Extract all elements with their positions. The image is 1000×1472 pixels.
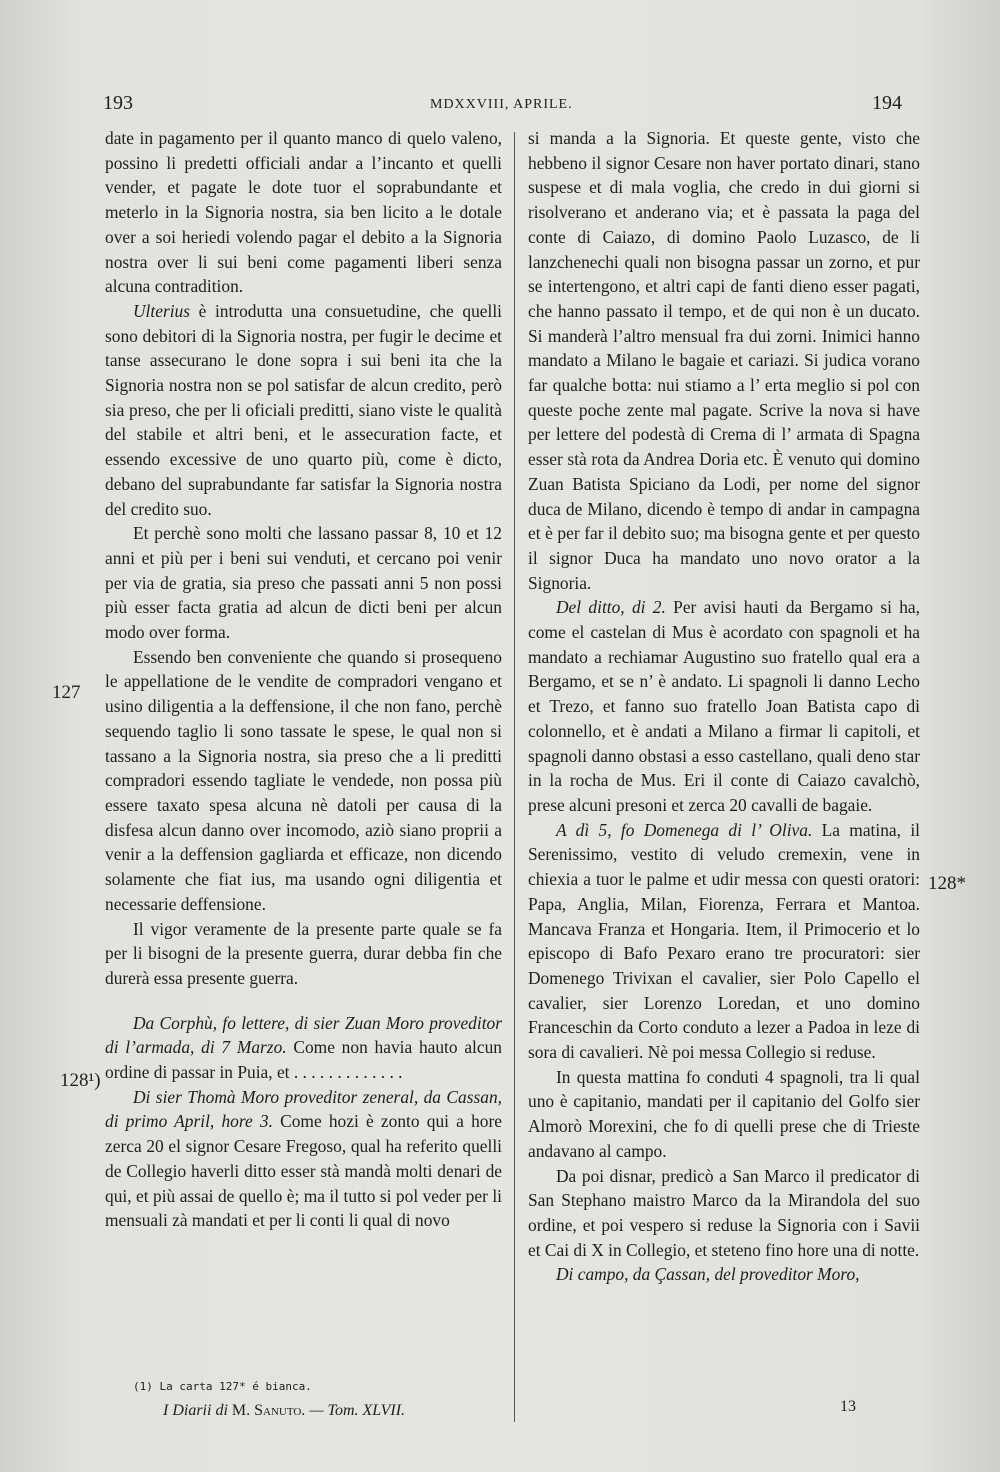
paragraph-lead: A dì 5, fo Domenega di l’ Oliva. [556,819,813,840]
footer-volume: — Tom. XLVII. [309,1402,406,1419]
paragraph [528,126,920,595]
paragraph [528,818,920,1065]
footnote: (1) La carta 127* é bianca. [133,1380,312,1393]
paragraph-text: Da poi disnar, predicò a San Marco il predicator di San Stephano maistro Marco da la Mirandola del suo ordine, et poi vespero si reduse la Signoria con i Savii et Cai di X in Collegio, et steteno fino hore una di notte. [528,1165,920,1260]
paragraph [105,1011,502,1085]
paragraph [105,521,502,645]
paragraph-text: Come hozi è zonto qui a hore zerca 20 el signor Cesare Fregoso, qual ha referito quelli de Collegio haverli ditto esser stà mandà molti denari de qui, et più assai de quello è; ma il tutto si pol veder per li mensuali zà mandati et per li conti li qual di novo [105,1111,502,1231]
paragraph-lead: Di campo, da Çassan, del proveditor Moro, [556,1264,860,1285]
margin-number-127: 127 [52,682,81,703]
paragraph-lead: Del ditto, di 2. [556,597,666,618]
margin-number-128a: 128¹) [60,1070,101,1091]
left-column [105,126,502,1233]
footer [163,1402,405,1420]
paragraph-lead: Da Corphù, fo lettere, di sier Zuan Moro proveditor di l’armada, di 7 Marzo. [105,1012,502,1058]
margin-number-128b: 128* [928,873,966,894]
paragraph-text: In questa mattina fo conduti 4 spagnoli, tra li qual uno è capitanio, mandati per il capitanio del Golfo sier Almorò Morexini, che fo di quelli prese che di Trieste andavano al campo. [528,1066,920,1161]
paragraph-text: Per avisi hauti da Bergamo si ha, come el castelan di Mus è acordato con spagnoli et ha mandato a rechiamar Augustino suo fratello qual era a Bergamo, et se n’ è andato. Li spagnoli li danno Lecho et Trezo, et fanno suo fratello Joan Batista capo di colonnello, et è andati a Milano a firmar li capitoli, et spagnoli danno obstasi a esso castellano, quali deno star in la rocha de Mus. Eri il conte di Caiazo cavalchò, prese alcuni presoni et zerca 20 cavalli de bagaie. [528,597,920,815]
paragraph [528,595,920,817]
paragraph [105,126,502,299]
column-rule [514,132,515,1422]
paragraph-text: La matina, il Serenissimo, vestito di veludo cremexin, vene in chiexia a tuor le palme et udir messa con questi oratori: Papa, Anglia, Milan, Fiorenza, Ferrara et Mantoa. Mancava Franza et Hongaria. Item, il Primocerio et lo episcopo di Bafo Pexaro erano tre procuratori: sier Domenego Trivixan el cavalier, sier Polo Capello el cavalier, sier Lorenzo Loredan, et uno domino Franceschin da Corto conduto a lezer a Padoa in leze di sora di cavalieri. Nè poi messa Collegio si reduse. [528,819,920,1063]
paragraph-text: è introdutta una consuetudine, che quelli sono debitori di la Signoria nostra, per fugir le decime et tanse assecurano le done sopra i sui beni ita che la Signoria nostra non se pol satisfar de alcun credito, però sia preso, che per li oficiali preditti, siano viste le qualità del stabile et altri beni, et le assecuration facte, et essendo excessive de uno quarto più, come è dicto, debano del suprabundante far satisfar la Signoria nostra del credito suo. [105,300,502,519]
paragraph-text: Essendo ben conveniente che quando si prosequeno le appellatione de le vendite de compradori vengano et usino diligentia a la deffensione, il che non fano, perchè sequendo taglio li sono tassate le spese, le qual non si tassano a la Signoria nostra, sia preso che a li preditti compradori essendo tagliate le vendede, non possa più essere taxato spesa alcuna nè datoli per causa di la disfesa alcun danno over incomodo, aziò siano proprii a venir a la deffension gagliarda et efficaze, non dicendo solamente che fiat ius, ma usando ogni diligentia et necessarie deffensione. [105,646,502,914]
paragraph-text: date in pagamento per il quanto manco di quelo valeno, possino li predetti officiali andar a l’incanto et quelli vender, et pagate le dote tuor el soprabundante et meterlo in la Signoria nostra, sia ben licito a le dotale over a soi heriedi volendo pagar el debito a la Signoria nostra over li sui beni come pagamenti liberi senza alcuna contradition. [105,128,502,297]
right-column [528,126,920,1287]
paragraph-gap [105,991,502,1011]
left-page-number: 193 [103,92,133,114]
footer-prefix: I Diarii di [163,1402,228,1419]
paragraph-text: Et perchè sono molti che lassano passar 8, 10 et 12 anni et più per i beni sui venduti, et cercano poi venir per via de gratia, sia preso che passati anni 5 non possi più esser facta gratia ad alcun de dicti beni per alcun modo over forma. [105,523,502,643]
paragraph [105,299,502,521]
signature-mark: 13 [840,1398,856,1415]
paragraph-text: si manda a la Signoria. Et queste gente, visto che hebbeno il signor Cesare non haver portato dinari, stano suspese et di mala voglia, che credo in dui giorni si risolverano et anderano via; et è passata la paga del conte di Caiazo, di domino Paolo Luzasco, de li lanzchenechi quali non bisogna passar un zorno, et pur se intertengono, et altri capi de fanti dieno esser pagati, che hanno passato il tempo, et de qui non è un ducato. Si manderà l’altro mensual fra dui zorni. Inimici hanno mandato a Milano le bagaie et cariazi. Si judica vorano far qualche botta: nui stiamo a l’ erta meglio si pol con queste poche zente mal pagate. Scrive la nova si have per lettere del podestà di Crema di l’ armata di Spagna esser stà rota da Andrea Doria etc. È venuto qui domino Zuan Batista Spiciano da Lodi, per nome del signor duca de Milano, dicendo è tempo di andar in campagna et è per far il debito suo; ma bisogna gente et per questo il signor Duca ha mandato uno novo orator a la Signoria. [528,128,920,593]
paragraph-lead: Ulterius [133,300,191,321]
paragraph [105,645,502,917]
paragraph-text: Come non havia hauto alcun ordine di passar in Puia, et . . . . . . . . . . . . . [105,1037,502,1083]
paragraph-lead: Di sier Thomà Moro proveditor zeneral, da Cassan, di primo April, hore 3. [105,1086,502,1132]
footer-author: M. Sanuto. [231,1402,306,1419]
right-page-number: 194 [872,92,902,114]
paragraph [105,917,502,991]
paragraph-text: Il vigor veramente de la presente parte quale se fa per li bisogni de la presente guerra, durar debba fin che durerà essa presente guerra. [105,918,502,988]
running-title: MDXXVIII, APRILE. [430,97,573,112]
paragraph [528,1164,920,1263]
paragraph [528,1262,920,1287]
paragraph [105,1085,502,1233]
paragraph [528,1065,920,1164]
